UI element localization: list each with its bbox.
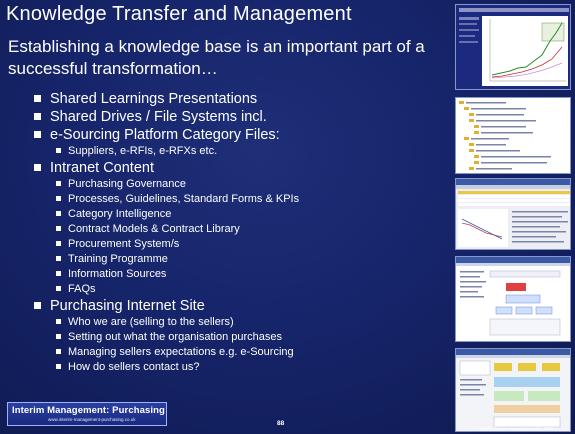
subbullet-training: Training Programme bbox=[56, 252, 454, 267]
bullet-list bbox=[34, 90, 454, 375]
subbullet-category-intelligence: Category Intelligence bbox=[56, 207, 454, 222]
thumbnail-web-page bbox=[455, 256, 571, 342]
subbullet-suppliers: Suppliers, e-RFIs, e-RFXs etc. bbox=[56, 144, 454, 159]
logo-subtext: www.interim-management-purchasing.co.uk bbox=[48, 417, 136, 422]
bullet-esourcing-files: e-Sourcing Platform Category Files: bbox=[34, 126, 454, 144]
slide-title: Knowledge Transfer and Management bbox=[6, 3, 352, 25]
copyright-notice: © supply change management ltd. 2008 bbox=[474, 426, 554, 431]
subbullet-procurement-system: Procurement System/s bbox=[56, 237, 454, 252]
subbullet-processes: Processes, Guidelines, Standard Forms & KPIs bbox=[56, 192, 454, 207]
page-number: 88 bbox=[277, 420, 285, 427]
subbullet-information-sources: Information Sources bbox=[56, 267, 454, 282]
subbullet-contract-models: Contract Models & Contract Library bbox=[56, 222, 454, 237]
subbullet-who-we-are: Who we are (selling to the sellers) bbox=[56, 315, 454, 330]
logo-text: Interim Management: Purchasing bbox=[12, 405, 165, 416]
subbullet-contact: How do sellers contact us? bbox=[56, 360, 454, 375]
thumbnail-folder-tree bbox=[455, 97, 571, 174]
thumbnail-app-window bbox=[455, 178, 571, 250]
bullet-shared-learnings: Shared Learnings Presentations bbox=[34, 90, 454, 108]
bullet-shared-drives: Shared Drives / File Systems incl. bbox=[34, 108, 454, 126]
company-logo bbox=[7, 402, 167, 426]
thumbnail-process-diagram bbox=[455, 348, 571, 432]
subbullet-governance: Purchasing Governance bbox=[56, 177, 454, 192]
thumbnail-chart-slide bbox=[455, 4, 571, 90]
subbullet-what-purchased: Setting out what the organisation purchases bbox=[56, 330, 454, 345]
bullet-internet-site: Purchasing Internet Site bbox=[34, 297, 454, 315]
slide-subtitle: Establishing a knowledge base is an important part of a successful transformation… bbox=[8, 37, 425, 78]
bullet-intranet-content: Intranet Content bbox=[34, 159, 454, 177]
subbullet-faqs: FAQs bbox=[56, 282, 454, 297]
subbullet-seller-expectations: Managing sellers expectations e.g. e-Sourcing bbox=[56, 345, 454, 360]
